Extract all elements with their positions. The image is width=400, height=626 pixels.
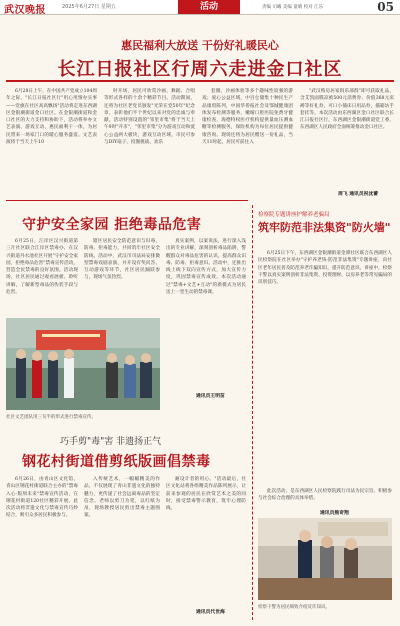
top-article-column-4: "武汉购房居家俱乐部群"即可获取礼品，含艾凯面膜凉被500元消费券、价值368元床褥等好礼券，可口小插床日用品券，插箱坊手套挂等。本次活动由东西湖区金口社区联合长江日报社区行，东西湖区金银潮街道党工委、东西湖区人民政府全面统筹推动金口社区。: [300, 89, 394, 131]
mid-article-photo: [6, 318, 160, 410]
side-article-photo-caption: 检察干警为居民细致介绍反诈知识。: [258, 605, 330, 610]
lower-article-byline: 通讯员代世海: [196, 610, 225, 615]
side-article-column-1: 6月25日下午，东西湖区金银潮街道金潭社区联合东西湖区人民检察院在社区举办"守护养老钱·防范非法集资"专题讲座，向社区老年居民普及防范养老诈骗知识，提升防范意识。讲座中，检察干警以真实案例剖析非法集资、投资理财、以房养老等常见骗局的识别技巧。: [258, 251, 392, 286]
side-article-byline: 通讯员熊奇翔: [320, 511, 349, 516]
newspaper-logo: 武汉晚报: [4, 5, 46, 16]
side-article-photo: [258, 518, 392, 600]
mid-article-byline: 通讯员王明苗: [196, 394, 225, 399]
top-article-column-2: 时开场，居民可欣赏沙画、舞蹈、合唱等形式各样的十余个精彩节目。活动期间，还将为社区老党员颁发"光荣在党50年"纪念章，表彰他们半个世纪以来对党的忠诚与奉献。活动特别设置的"邻里市集"将于当天上午9时"开市"，"邻里市集"分为游戏互动和爱心公益两大板块，游戏互动区域，市民可参与DIY扇子、投圈挑战、欢乐: [104, 89, 195, 146]
lower-article-headline: 钢花村街道借剪纸版画倡禁毒: [22, 454, 211, 470]
divider: [6, 200, 248, 201]
side-article-headline: 筑牢防范非法集资"防火墙": [258, 221, 391, 234]
top-article-column-1: 6月28日上午，在中国共产党成立104周年之际，"长江日报社区行"用心用情办实事——党旗在社区高高飘扬"活动将走进东西湖区金银潮街道金口社区。在金银潮街道和金口社区的大力支持和协助下，活动将举办文艺表演、游戏互动、惠民福利干一体，为居民带来一场家门口的暖心服务盛宴。文艺表演将于当天上午10: [6, 89, 97, 146]
mid-article-column-2: 辖区居民安全防范意识与识毒、防毒、拒毒能力，共同筑牢社区安全防线。活动中，武汉市司法局安排微型禁毒戏剧表演，并开设有奖问答、互动游戏等环节，社区居民踊跃参与，现场气氛热烈。: [84, 239, 160, 281]
masthead: [0, 0, 400, 15]
mid-article-headline: 守护安全家园 拒绝毒品危害: [22, 217, 202, 233]
top-article-column-3: 套圈、沙画体验等多个趣味性较强的游戏；爱心公益区域，中百仓储集十种民生产品康贸陈列，中国华侨报社会及鄂城健康团体发布检测等服务，嫩晴口腔医院免费牙健康检查，海德特权医疗机构提供量血压测血糖等检测服务，保险机构为每位居民提供健康咨询。现场还将为居民赠送一份礼品，当天11时起，居民可前往入: [202, 89, 293, 146]
page-number: 05: [377, 0, 394, 14]
issue-date: 2025年6月27日 星期五: [62, 4, 116, 10]
divider: [6, 80, 394, 82]
top-article-byline: 周飞 通讯员祝沈蕾: [338, 192, 379, 197]
section-tab: 活动: [178, 0, 240, 14]
editors-credit: 责编 司曦 美编 童晴 校对 江乐: [262, 5, 324, 10]
lower-article-kicker: 巧手剪"毒"害 非遗扬正气: [60, 437, 162, 447]
top-article-kicker: 惠民福利大放送 干份好礼暖民心: [121, 39, 279, 52]
mid-article-column-3: 真实案例，以案说法，进行深入浅出的专业讲解，深刻剖析毒品陷阱，警醒群众对毒品危害的认识，提高群众识毒、防毒、拒毒意识。活动中，还推出线上线下双向宣传方式，加大宣传力度，巩固禁毒宣传成效。本次活动通过"禁毒+文艺+互动"的新模式为居民送上一堂生动的禁毒课。: [166, 239, 246, 296]
top-article-headline: 长江日报社区行周六走进金口社区: [57, 59, 343, 80]
lower-article-column-1: 6月26日，由青山区文化馆、青山区钢花村街道联合主办的"禁毒入心·版刻未来"禁毒宣传活动，在钢花村街道120社区精彩开展。此次活动将非遗文化与禁毒宣传巧妙结合，吸引众多居民积极参与。: [6, 477, 78, 519]
mid-article-caption: 社区文艺团队用三句半的形式进行禁毒宣传。: [6, 415, 96, 420]
side-article-column-2: 此次活动，是东西湖区人民检察院践行司法为民宗旨、积极参与社会综合治理的具体举措。: [258, 489, 392, 502]
lower-article-column-2: 入传统艺术，一幅幅精美的作品，不仅展现了青山非遗文化的独特魅力，更传递了社会远离毒品的坚定信念。老师以剪刀为笔，以红纸为帛，现场教授居民剪出禁毒主题图案。: [84, 477, 160, 519]
lower-article-column-3: 耐设计者的用心。"活动最后，社区文化站将各组精美作品陈列展示，让前来参观的居民在欣赏艺术之美的同时，接受禁毒警示教育，筑牢心理防线。: [166, 477, 246, 512]
mid-article-column-1: 6月25日，江岸区汉兴街道第三片社区联合江岸区禁毒办、在汉兴街道丹水池社区开展"守护安全家园，拒绝毒品危害"禁毒宣传活动，营造全民禁毒的良好氛围。活动现场，社区居民通过观看展板、聆听讲解，了解新型毒品的伪装手段与危害。: [6, 239, 78, 296]
side-article-kicker: 检察院专题讲座护解养老骗局: [258, 212, 330, 218]
